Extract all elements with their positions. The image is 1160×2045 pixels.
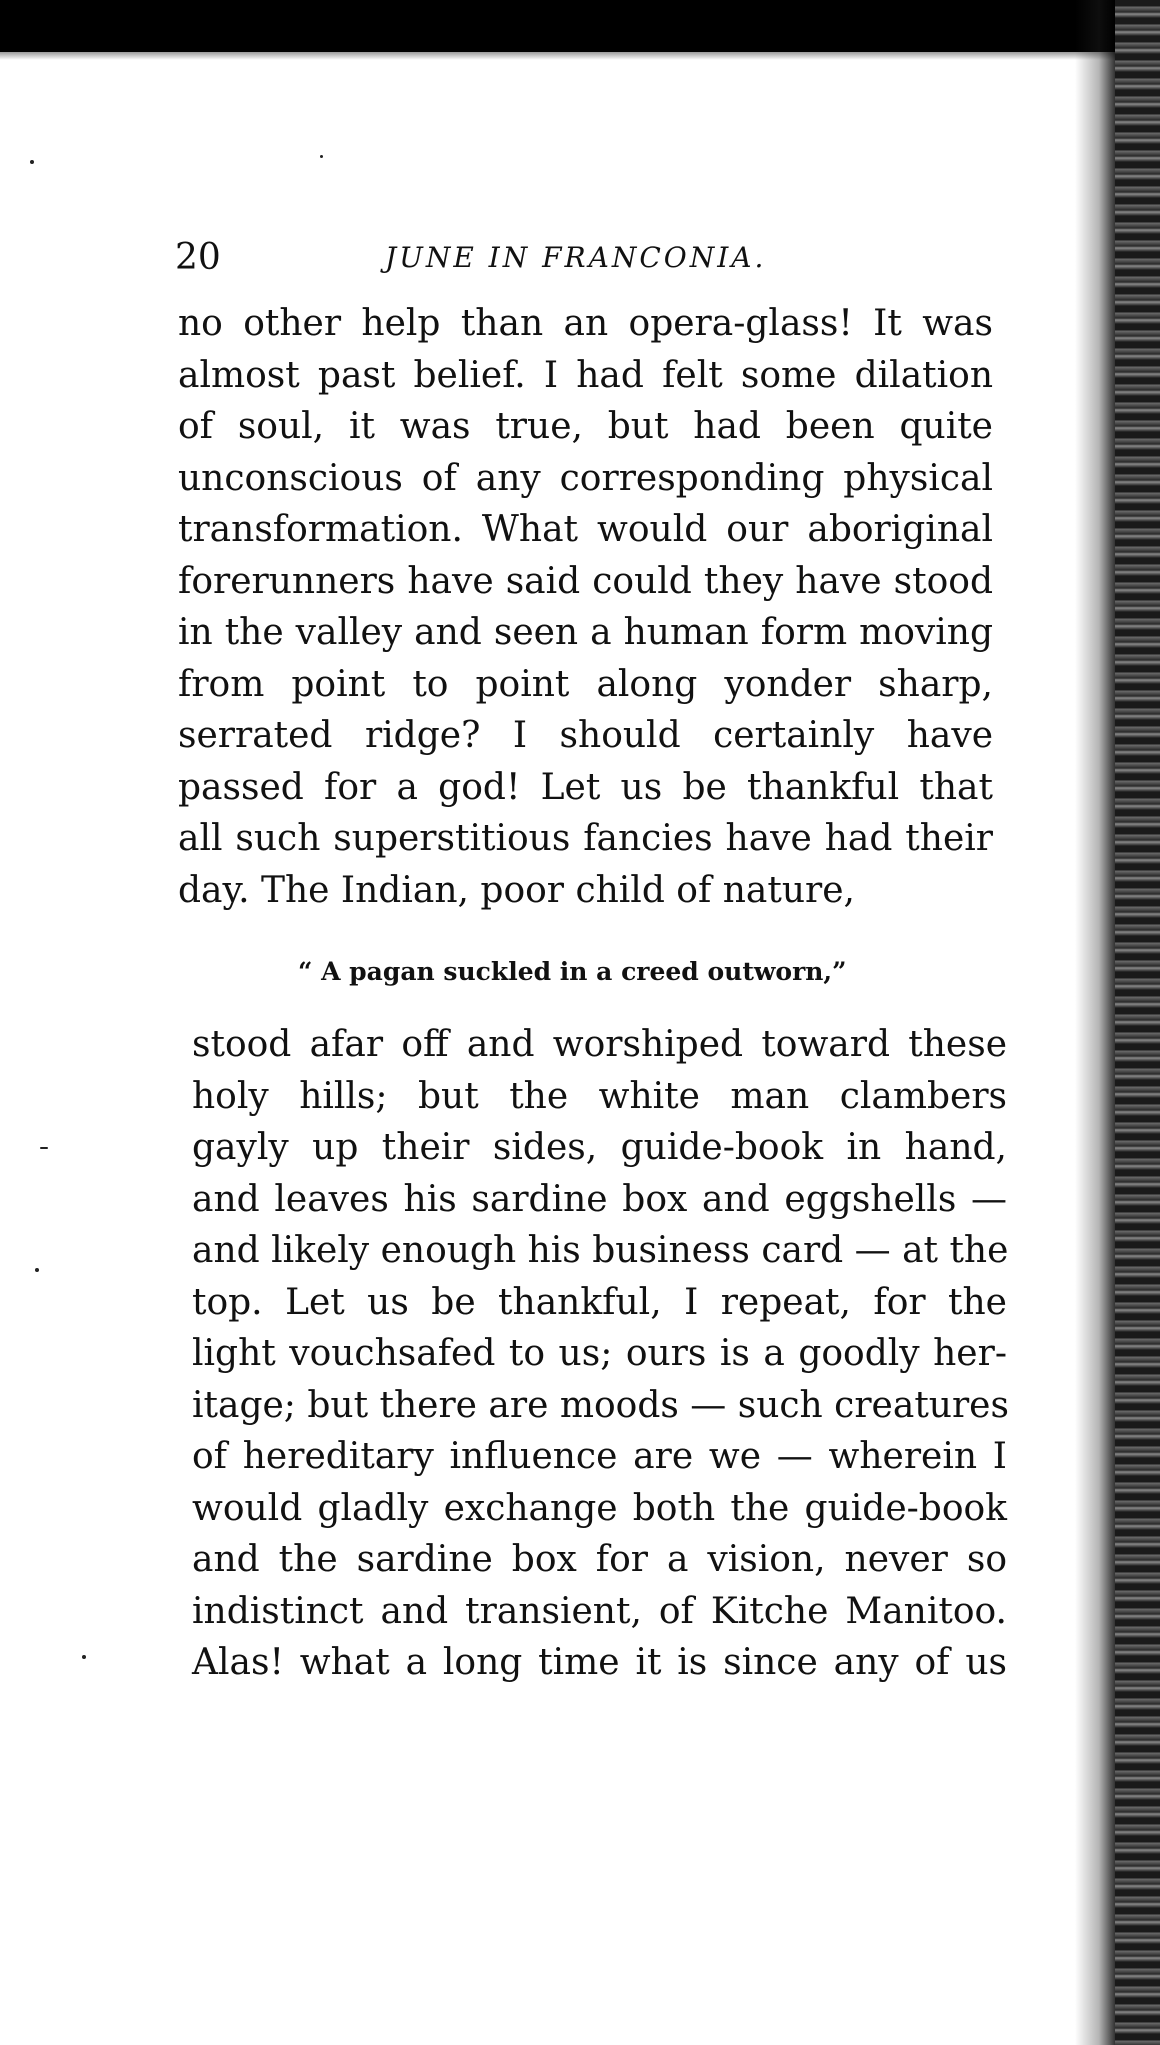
running-title: JUNE IN FRANCONIA.	[385, 241, 767, 274]
text-line: light vouchsafed to us; ours is a goodly her-	[192, 1333, 1007, 1374]
text-line: would gladly exchange both the guide-book	[192, 1487, 1007, 1529]
scan-top-border-fade	[0, 40, 1160, 60]
text-line: of soul, it was true, but had been quite	[178, 406, 993, 447]
text-line: unconscious of any corresponding physical	[178, 457, 993, 499]
text-line: of hereditary influence are we — wherein I	[192, 1436, 1007, 1477]
text-line: transformation. What would our aboriginal	[178, 509, 993, 550]
scan-speck	[40, 1147, 48, 1149]
scan-right-edge	[1115, 0, 1160, 2045]
text-line: forerunners have said could they have stood	[178, 560, 993, 602]
text-line: all such superstitious fancies have had their	[178, 818, 993, 859]
text-line: serrated ridge? I should certainly have	[178, 715, 993, 756]
scan-speck	[35, 1268, 39, 1272]
scan-right-edge-shadow	[1075, 0, 1115, 2045]
text-line: Alas! what a long time it is since any of us	[192, 1642, 1007, 1683]
scan-speck	[30, 160, 34, 164]
block-quotation: “ A pagan suckled in a creed outworn,”	[298, 957, 847, 986]
page-number: 20	[175, 237, 221, 278]
text-line: passed for a god! Let us be thankful that	[178, 766, 993, 808]
paragraph-1	[178, 298, 993, 916]
text-line: almost past belief. I had felt some dilation	[178, 354, 993, 396]
text-line: top. Let us be thankful, I repeat, for the	[192, 1281, 1007, 1323]
text-line: and the sardine box for a vision, never so	[192, 1539, 1007, 1580]
text-line: holy hills; but the white man clambers	[192, 1075, 1007, 1117]
text-line: indistinct and transient, of Kitche Manitoo.	[192, 1590, 1007, 1632]
text-line: gayly up their sides, guide-book in hand,	[192, 1127, 1007, 1168]
paragraph-2	[192, 1019, 1007, 1689]
text-line: and leaves his sardine box and eggshells —	[192, 1178, 1007, 1220]
scan-speck	[82, 1655, 86, 1659]
scan-speck	[320, 155, 323, 158]
text-line: no other help than an opera-glass! It was	[178, 303, 993, 344]
text-line: itage; but there are moods — such creatures	[192, 1384, 1009, 1426]
page-header	[175, 228, 975, 288]
text-line: and likely enough his business card — at the	[192, 1230, 1009, 1271]
text-line: day. The Indian, poor child of nature,	[178, 869, 856, 911]
text-line: stood afar off and worshiped toward these	[192, 1024, 1007, 1065]
text-line: in the valley and seen a human form moving	[178, 612, 993, 653]
text-line: from point to point along yonder sharp,	[178, 663, 993, 705]
